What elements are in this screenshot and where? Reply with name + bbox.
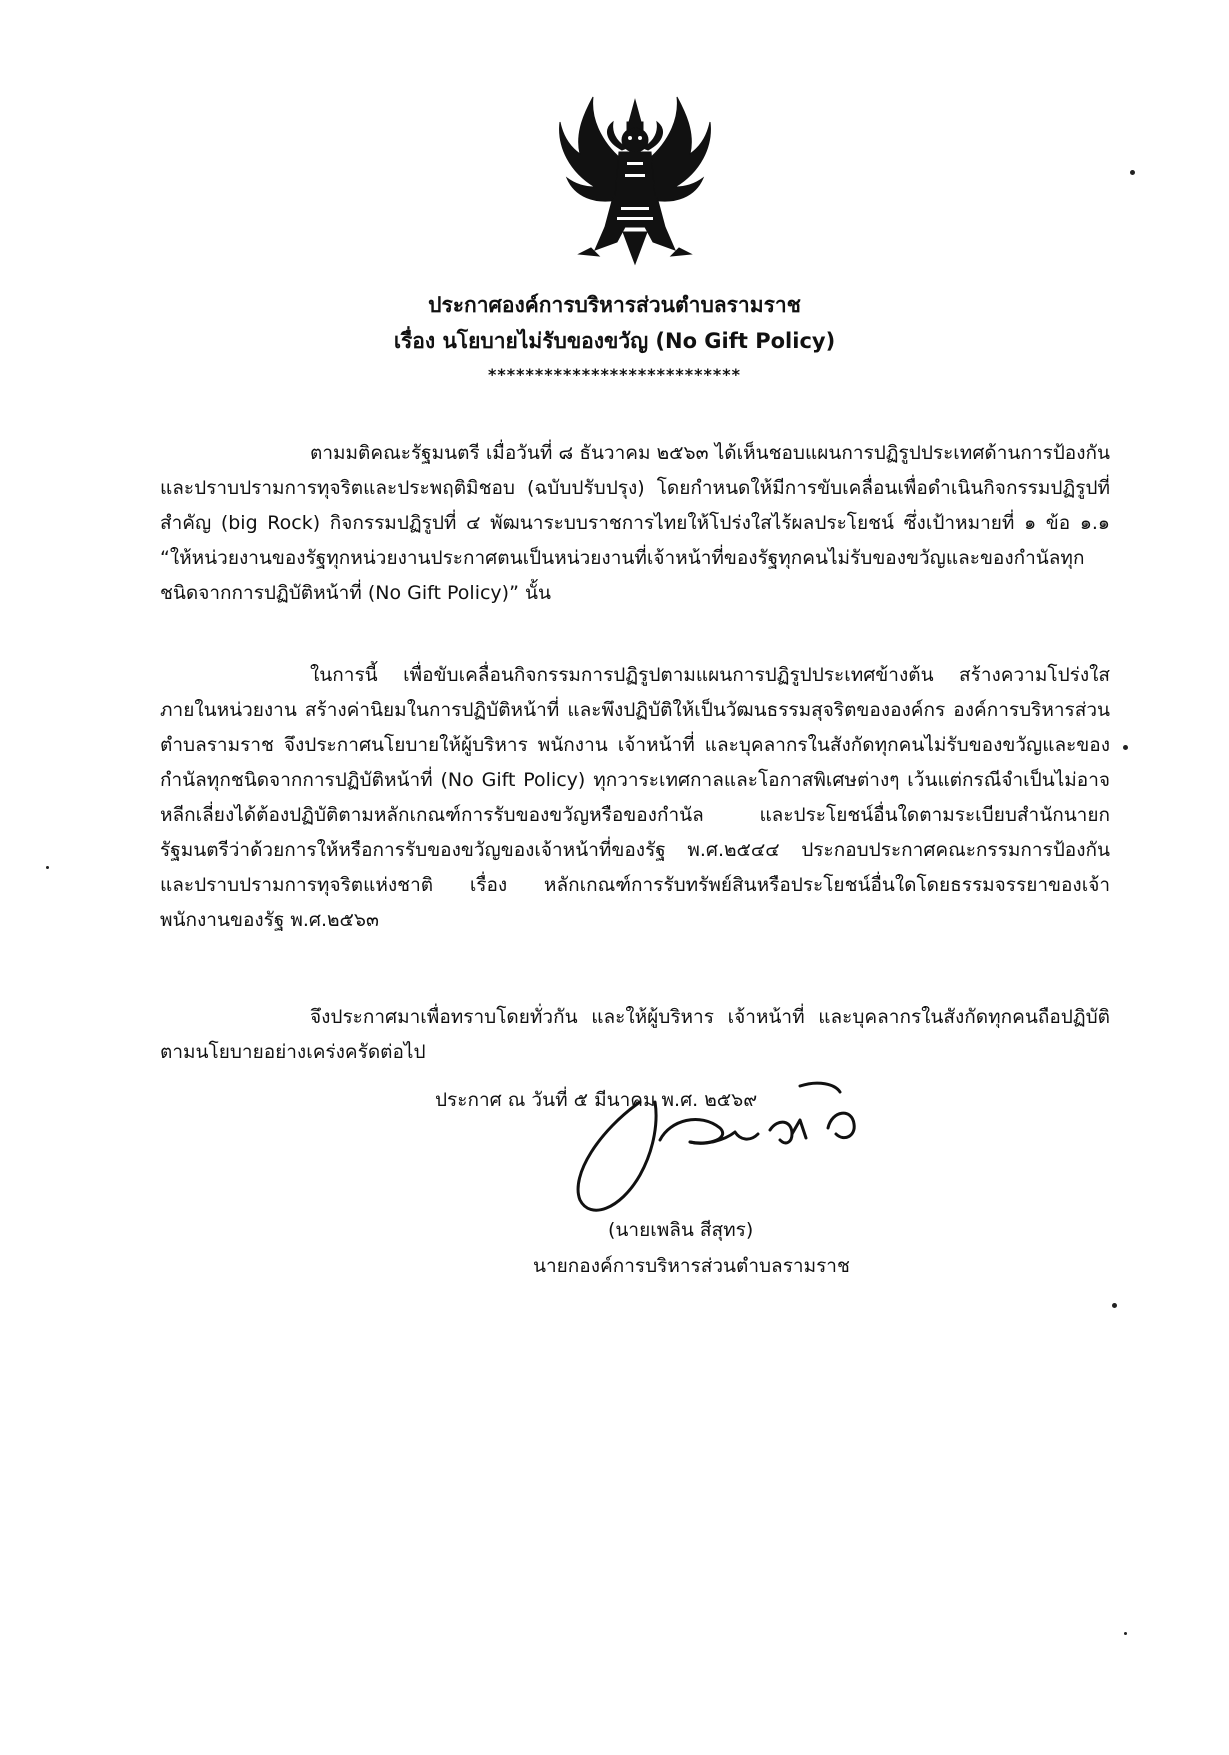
announcement-date-month-year: มีนาคม พ.ศ. ๒๕๖๙	[594, 1089, 758, 1111]
scan-speck	[1124, 1632, 1127, 1635]
announcement-subject: เรื่อง นโยบายไม่รับของขวัญ (No Gift Policy)	[393, 329, 836, 353]
announcement-date-prefix: ประกาศ ณ วันที่	[435, 1089, 568, 1111]
garuda-emblem-icon	[555, 92, 715, 267]
signatory-position: นายกองค์การบริหารส่วนตำบลรามราช	[533, 1255, 850, 1277]
scan-speck	[1112, 1303, 1117, 1308]
title-separator: ***************************	[488, 365, 741, 384]
scan-speck	[1123, 745, 1128, 750]
scan-speck	[46, 866, 49, 869]
body-paragraph-1	[160, 436, 1110, 611]
body-paragraph-1-text: ตามมติคณะรัฐมนตรี เมื่อวันที่ ๘ ธันวาคม ๒๕๖๓ ได้เห็นชอบแผนการปฏิรูปประเทศด้านการป้องกันและปราบปรามการทุจริตและประพฤติมิชอบ (ฉบับปรับปรุง) โดยกำหนดให้มีการขับเคลื่อนเพื่อดำเนินกิจกรรมปฏิรูปที่สำคัญ (big Rock) กิจกรรมปฏิรูปที่ ๔ พัฒนาระบบราชการไทยให้โปร่งใสไร้ผลประโยชน์ ซึ่งเป้าหมายที่ ๑ ข้อ ๑.๑ “ให้หน่วยงานของรัฐทุกหน่วยงานประกาศตนเป็นหน่วยงานที่เจ้าหน้าที่ของรัฐทุกคนไม่รับของขวัญและของกำนัลทุกชนิดจากการปฏิบัติหน้าที่ (No Gift Policy)” นั้น	[160, 442, 1110, 604]
announcement-title: ประกาศองค์การบริหารส่วนตำบลรามราช	[428, 293, 801, 317]
body-paragraph-2-text: ในการนี้ เพื่อขับเคลื่อนกิจกรรมการปฏิรูปตามแผนการปฏิรูปประเทศข้างต้น สร้างความโปร่งใสภายในหน่วยงาน สร้างค่านิยมในการปฏิบัติหน้าที่ และพึงปฏิบัติให้เป็นวัฒนธรรมสุจริตขององค์กร องค์การบริหารส่วนตำบลรามราช จึงประกาศนโยบายให้ผู้บริหาร พนักงาน เจ้าหน้าที่ และบุคลากรในสังกัดทุกคนไม่รับของขวัญและของกำนัลทุกชนิดจากการปฏิบัติหน้าที่ (No Gift Policy) ทุกวาระเทศกาลและโอกาสพิเศษต่างๆ เว้นแต่กรณีจำเป็นไม่อาจหลีกเลี่ยงได้ต้องปฏิบัติตามหลักเกณฑ์การรับของขวัญหรือของกำนัล และประโยชน์อื่นใดตามระเบียบสำนักนายกรัฐมนตรีว่าด้วยการให้หรือการรับของขวัญของเจ้าหน้าที่ของรัฐ พ.ศ.๒๕๔๔ ประกอบประกาศคณะกรรมการป้องกันและปราบปรามการทุจริตแห่งชาติ เรื่อง หลักเกณฑ์การรับทรัพย์สินหรือประโยชน์อื่นใดโดยธรรมจรรยาของเจ้าพนักงานของรัฐ พ.ศ.๒๕๖๓	[160, 664, 1110, 931]
body-paragraph-2	[160, 658, 1110, 938]
body-paragraph-3-text: จึงประกาศมาเพื่อทราบโดยทั่วกัน และให้ผู้บริหาร เจ้าหน้าที่ และบุคลากรในสังกัดทุกคนถือปฏิบัติตามนโยบายอย่างเคร่งครัดต่อไป	[160, 1006, 1110, 1063]
handwritten-signature	[560, 1080, 920, 1230]
scan-speck	[1130, 170, 1135, 175]
body-paragraph-3	[160, 1000, 1110, 1070]
announcement-date-day: ๕	[573, 1089, 589, 1111]
signatory-name: (นายเพลิน สีสุทร)	[608, 1219, 754, 1241]
